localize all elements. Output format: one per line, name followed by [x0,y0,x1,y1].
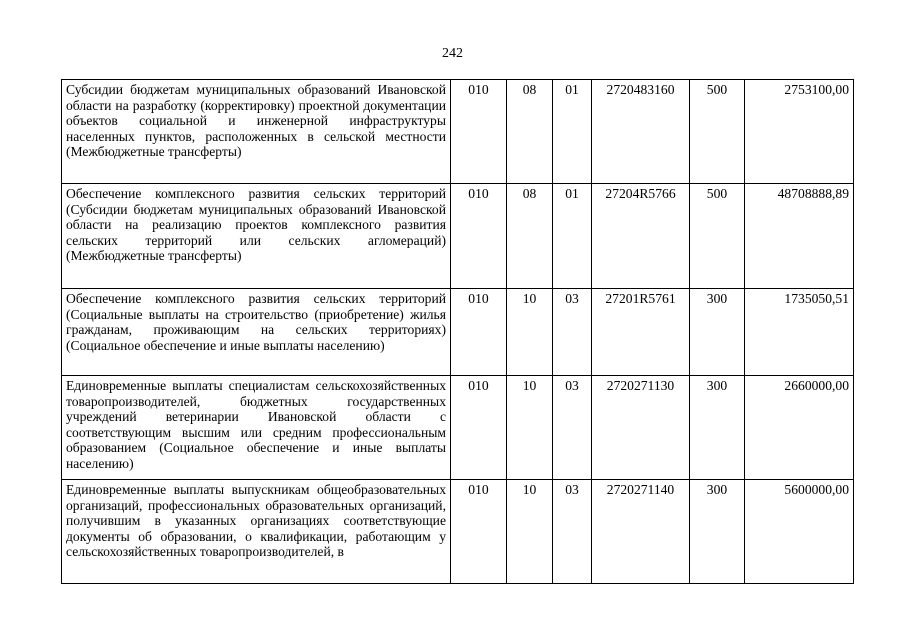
table-row [62,480,854,584]
row-description: Субсидии бюджетам муниципальных образований Ивановской области на разработку (корректировку) проектной документации объектов социальной и инженерной инфраструктуры населенных пунктов, расположенных в сельской местности (Межбюджетные трансферты) [62,80,451,184]
subsection-code: 01 [553,184,592,289]
table-row [62,80,854,184]
section-code: 10 [507,289,553,376]
section-code: 10 [507,480,553,584]
amount: 2660000,00 [745,376,854,480]
target-article-code: 27201R5761 [592,289,690,376]
ministry-code: 010 [451,289,507,376]
subsection-code: 03 [553,289,592,376]
subsection-code: 01 [553,80,592,184]
expense-type-code: 300 [690,289,745,376]
section-code: 10 [507,376,553,480]
amount: 1735050,51 [745,289,854,376]
row-description: Единовременные выплаты специалистам сельскохозяйственных товаропроизводителей, бюджетных государственных учреждений ветеринарии Ивановской области с соответствующим высшим или средним профессиональным образованием (Социальное обеспечение и иные выплаты населению) [62,376,451,480]
row-description: Единовременные выплаты выпускникам общеобразовательных организаций, профессиональных образовательных организаций, получившим в указанных организациях соответствующие документы об образовании, о квалификации, работающим у сельскохозяйственных товаропроизводителей, в [62,480,451,584]
section-code: 08 [507,184,553,289]
amount: 2753100,00 [745,80,854,184]
subsection-code: 03 [553,376,592,480]
target-article-code: 27204R5766 [592,184,690,289]
ministry-code: 010 [451,80,507,184]
ministry-code: 010 [451,376,507,480]
expense-type-code: 300 [690,376,745,480]
amount: 48708888,89 [745,184,854,289]
target-article-code: 2720483160 [592,80,690,184]
budget-table [61,79,854,584]
ministry-code: 010 [451,480,507,584]
section-code: 08 [507,80,553,184]
expense-type-code: 500 [690,184,745,289]
page-number: 242 [442,46,463,61]
table-row [62,289,854,376]
ministry-code: 010 [451,184,507,289]
target-article-code: 2720271140 [592,480,690,584]
target-article-code: 2720271130 [592,376,690,480]
row-description: Обеспечение комплексного развития сельских территорий (Социальные выплаты на строительство (приобретение) жилья гражданам, проживающим на сельских территориях) (Социальное обеспечение и иные выплаты населению) [62,289,451,376]
subsection-code: 03 [553,480,592,584]
expense-type-code: 300 [690,480,745,584]
table-row [62,184,854,289]
table-row [62,376,854,480]
row-description: Обеспечение комплексного развития сельских территорий (Субсидии бюджетам муниципальных образований Ивановской области на реализацию проектов комплексного развития сельских территорий или сельских агломераций) (Межбюджетные трансферты) [62,184,451,289]
expense-type-code: 500 [690,80,745,184]
amount: 5600000,00 [745,480,854,584]
